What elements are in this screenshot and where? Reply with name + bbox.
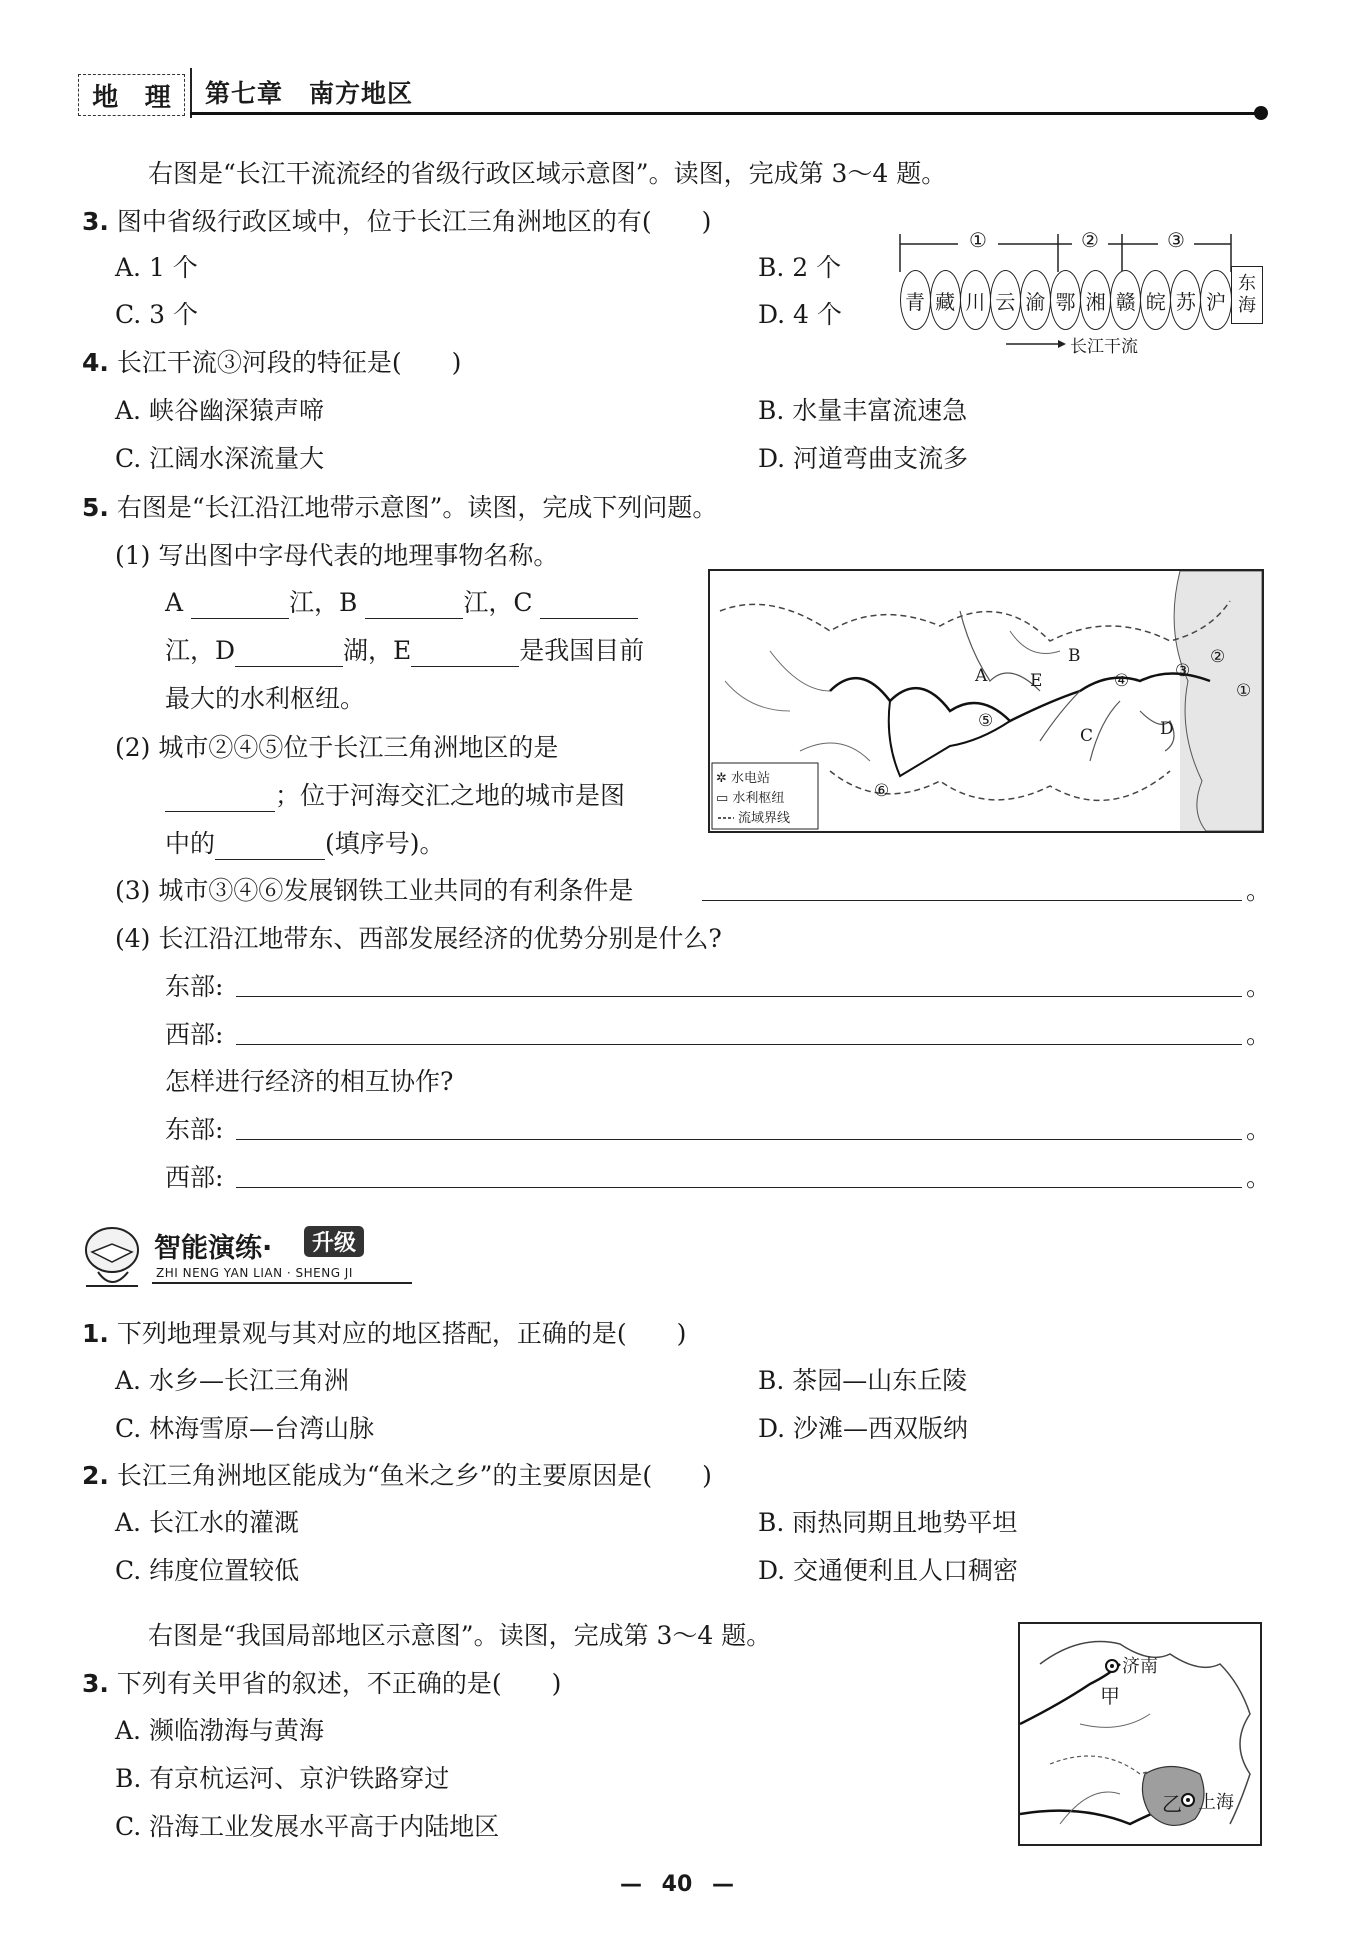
city-4: ④ xyxy=(1114,671,1130,691)
line-text: ；位于河海交汇之地的城市是图 xyxy=(275,781,626,810)
period: 。 xyxy=(1246,1020,1272,1049)
option-c[interactable]: C. 3 个 xyxy=(115,300,198,329)
question-5 xyxy=(82,492,717,524)
province-oval: 苏 xyxy=(1170,270,1201,330)
province-jia: 甲 xyxy=(1100,1684,1120,1708)
line-text: 中的 xyxy=(165,829,216,858)
legend-text: 水利枢纽 xyxy=(732,791,785,806)
subject-char-2: 理 xyxy=(144,82,171,113)
west-label: 西部: xyxy=(165,1020,224,1049)
section-label: ③ xyxy=(1158,228,1194,252)
map-label-a: A xyxy=(975,666,988,686)
question-number: 5. xyxy=(82,493,109,522)
arrow-label: 长江干流 xyxy=(1070,337,1138,357)
option-c[interactable]: C. 林海雪原—台湾山脉 xyxy=(115,1414,375,1443)
coop-question: 怎样进行经济的相互协作? xyxy=(165,1067,454,1096)
blank-c[interactable] xyxy=(540,594,638,619)
q5-part-1: (1) 写出图中字母代表的地理事物名称。 xyxy=(115,541,559,570)
province-yi: 乙 xyxy=(1162,1792,1182,1816)
question-4 xyxy=(82,347,461,379)
question-number: 1. xyxy=(82,1319,109,1348)
question-number: 3. xyxy=(82,1669,109,1698)
regional-map xyxy=(1018,1622,1262,1846)
chapter-title: 第七章 南方地区 xyxy=(205,79,414,108)
question-text: 右图是“长江沿江地带示意图”。读图，完成下列问题。 xyxy=(116,493,718,522)
province-oval: 沪 xyxy=(1200,270,1231,330)
option-b[interactable]: B. 有京杭运河、京沪铁路穿过 xyxy=(115,1764,450,1793)
blank-label-e: 湖，E xyxy=(343,636,412,665)
province-oval: 云 xyxy=(990,270,1021,330)
map-drawing xyxy=(710,571,1262,831)
province-oval: 藏 xyxy=(930,270,961,330)
west-label: 西部: xyxy=(165,1163,224,1192)
answer-line[interactable] xyxy=(702,900,1242,901)
east-label: 东部: xyxy=(165,1115,224,1144)
option-a[interactable]: A. 长江水的灌溉 xyxy=(115,1508,299,1537)
exercise-1 xyxy=(82,1318,686,1350)
legend-hub: ▭ 水利枢纽 xyxy=(716,791,785,806)
question-text: 图中省级行政区域中，位于长江三角洲地区的有( ) xyxy=(116,207,712,236)
city-3: ③ xyxy=(1175,661,1191,681)
city-1: ① xyxy=(1236,681,1252,701)
line-tail: 是我国目前 xyxy=(519,636,645,665)
province-oval: 鄂 xyxy=(1050,270,1081,330)
blank-d[interactable] xyxy=(235,642,343,667)
map-label-d: D xyxy=(1160,719,1174,739)
blank-e[interactable] xyxy=(411,642,519,667)
section-badge: 升级 xyxy=(304,1226,364,1257)
section-label: ② xyxy=(1072,228,1108,252)
question-number: 3. xyxy=(82,207,109,236)
blank-a[interactable] xyxy=(191,594,289,619)
header-rule xyxy=(190,112,1260,115)
option-d[interactable]: D. 沙滩—西双版纳 xyxy=(758,1414,969,1443)
line-text: (填序号)。 xyxy=(325,829,445,858)
sea-char-2: 海 xyxy=(1238,295,1256,316)
province-oval: 渝 xyxy=(1020,270,1051,330)
answer-line-east[interactable] xyxy=(236,996,1242,997)
question-text: 下列有关甲省的叙述，不正确的是( ) xyxy=(116,1669,562,1698)
q5-part-3: (3) 城市③④⑥发展钢铁工业共同的有利条件是 xyxy=(115,876,634,905)
province-oval: 川 xyxy=(960,270,991,330)
intro-text: 右图是“长江干流流经的省级行政区域示意图”。读图，完成第 3～4 题。 xyxy=(148,159,947,188)
answer-line-east-coop[interactable] xyxy=(236,1139,1242,1140)
yangtze-map xyxy=(708,569,1264,833)
option-d[interactable]: D. 交通便利且人口稠密 xyxy=(758,1556,1019,1585)
option-b[interactable]: B. 茶园—山东丘陵 xyxy=(758,1366,968,1395)
section-pinyin: ZHI NENG YAN LIAN · SHENG JI xyxy=(156,1266,353,1280)
footer-dash: — xyxy=(620,1872,642,1897)
exercise-2 xyxy=(82,1460,712,1492)
map-label-c: C xyxy=(1080,726,1094,746)
option-d[interactable]: D. 4 个 xyxy=(758,300,842,329)
east-sea-box xyxy=(1231,266,1263,324)
page-footer xyxy=(620,1872,734,1897)
option-b[interactable]: B. 雨热同期且地势平坦 xyxy=(758,1508,1018,1537)
section-label: ① xyxy=(958,228,998,252)
section-underline xyxy=(152,1282,412,1284)
province-oval: 湘 xyxy=(1080,270,1111,330)
blank-b[interactable] xyxy=(365,594,463,619)
page-number: 40 xyxy=(661,1872,693,1897)
exercise-3 xyxy=(82,1668,561,1700)
question-number: 4. xyxy=(82,348,109,377)
province-oval: 赣 xyxy=(1110,270,1141,330)
blank-estuary-city[interactable] xyxy=(215,835,325,860)
option-a[interactable]: A. 1 个 xyxy=(115,253,198,282)
yangtze-province-diagram xyxy=(898,222,1268,362)
answer-line-west-coop[interactable] xyxy=(236,1187,1242,1188)
city-5: ⑤ xyxy=(978,711,994,731)
question-text: 下列地理景观与其对应的地区搭配，正确的是( ) xyxy=(116,1319,687,1348)
city-6: ⑥ xyxy=(874,781,890,801)
blank-label-a: A xyxy=(165,588,184,617)
city-jinan: 济南 xyxy=(1122,1656,1158,1677)
map-label-b: B xyxy=(1068,646,1081,666)
blank-label-c: 江，C xyxy=(463,588,533,617)
book-icon xyxy=(78,1222,148,1292)
legend-text: 水电站 xyxy=(731,771,771,786)
question-3 xyxy=(82,206,711,238)
header-dot xyxy=(1254,106,1268,120)
option-b[interactable]: B. 2 个 xyxy=(758,253,842,282)
answer-line-west[interactable] xyxy=(236,1044,1242,1045)
q5-part-2-line-2 xyxy=(165,780,625,812)
period: 。 xyxy=(1246,1115,1272,1144)
city-2: ② xyxy=(1210,647,1226,667)
province-oval: 皖 xyxy=(1140,270,1171,330)
option-c[interactable]: C. 纬度位置较低 xyxy=(115,1556,300,1585)
option-b[interactable]: B. 水量丰富流速急 xyxy=(758,396,968,425)
blank-label-b: 江，B xyxy=(289,588,358,617)
period: 。 xyxy=(1246,972,1272,1001)
intro-text-2: 右图是“我国局部地区示意图”。读图，完成第 3～4 题。 xyxy=(148,1621,772,1650)
question-text: 长江干流③河段的特征是( ) xyxy=(116,348,462,377)
q5-part-2-line-3 xyxy=(165,828,445,860)
header-divider xyxy=(190,68,192,118)
q5-line-3: 最大的水利枢纽。 xyxy=(165,684,366,713)
q5-part-4: (4) 长江沿江地带东、西部发展经济的优势分别是什么? xyxy=(115,924,722,953)
option-d[interactable]: D. 河道弯曲支流多 xyxy=(758,444,969,473)
option-a[interactable]: A. 濒临渤海与黄海 xyxy=(115,1716,324,1745)
option-c[interactable]: C. 沿海工业发展水平高于内陆地区 xyxy=(115,1812,500,1841)
province-row xyxy=(900,270,1231,330)
subject-char-1: 地 xyxy=(92,82,119,113)
sea-char-1: 东 xyxy=(1238,273,1256,294)
footer-dash: — xyxy=(711,1872,734,1897)
subject-box xyxy=(78,74,185,116)
blank-delta-city[interactable] xyxy=(165,787,275,812)
city-shanghai: 上海 xyxy=(1198,1792,1234,1813)
legend-hydropower: ✲ 水电站 xyxy=(716,771,771,786)
section-title: 智能演练· xyxy=(154,1233,273,1264)
option-a[interactable]: A. 峡谷幽深猿声啼 xyxy=(115,396,324,425)
question-number: 2. xyxy=(82,1461,109,1490)
option-a[interactable]: A. 水乡—长江三角洲 xyxy=(115,1366,349,1395)
legend-boundary: 流域界线 xyxy=(738,811,791,826)
option-c[interactable]: C. 江阔水深流量大 xyxy=(115,444,325,473)
province-oval: 青 xyxy=(900,270,931,330)
blank-label-d: 江，D xyxy=(165,636,236,665)
period: 。 xyxy=(1246,1163,1272,1192)
q5-part-2: (2) 城市②④⑤位于长江三角洲地区的是 xyxy=(115,733,559,762)
east-label: 东部: xyxy=(165,972,224,1001)
q5-line-1 xyxy=(165,587,638,619)
q5-line-2 xyxy=(165,635,644,667)
question-text: 长江三角洲地区能成为“鱼米之乡”的主要原因是( ) xyxy=(116,1461,712,1490)
period: 。 xyxy=(1246,876,1272,905)
map-label-e: E xyxy=(1030,671,1043,691)
section-banner xyxy=(78,1222,418,1292)
